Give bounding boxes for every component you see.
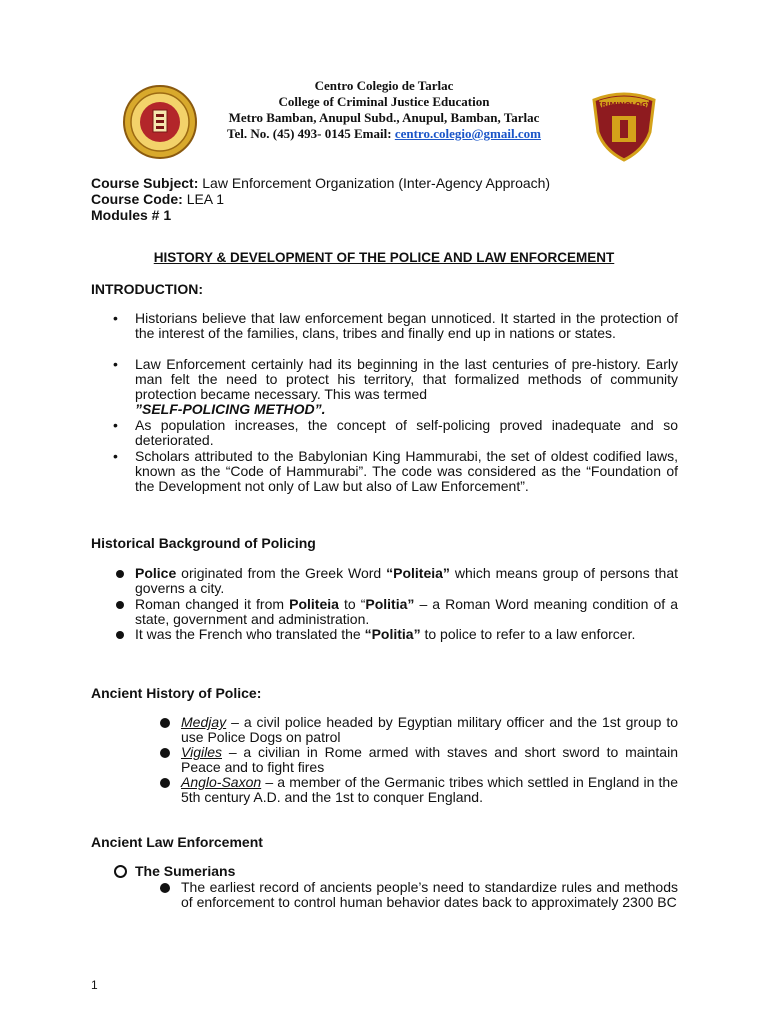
historical-item-text bbox=[135, 566, 678, 596]
text-segment: – a member of the Germanic tribes which settled in England in the 5th century A.D. and the 1st to conquer England. bbox=[181, 774, 678, 805]
term-politia: Politia” bbox=[365, 596, 415, 612]
historical-item-text bbox=[135, 597, 678, 627]
list-item bbox=[0, 449, 768, 509]
sumerians-heading: The Sumerians bbox=[135, 863, 236, 879]
term-politeia: Politeia bbox=[289, 596, 339, 612]
contact-phone: Tel. No. (45) 493- 0145 Email: bbox=[227, 126, 395, 141]
intro-item-text bbox=[135, 357, 678, 417]
intro-item-text: As population increases, the concept of self-policing proved inadequate and so deteriorated. bbox=[135, 417, 678, 448]
list-item bbox=[0, 880, 768, 926]
school-address: Metro Bamban, Anupul Subd., Anupul, Bamban, Tarlac bbox=[228, 110, 540, 125]
introduction-list bbox=[0, 311, 768, 509]
bullet-icon: • bbox=[113, 310, 118, 326]
list-item bbox=[0, 745, 768, 775]
course-info bbox=[91, 175, 550, 223]
term-vigiles: Vigiles bbox=[181, 744, 222, 760]
logo-lettering: CRIMINOLOGY bbox=[596, 101, 652, 109]
bullet-icon bbox=[116, 570, 124, 578]
list-item bbox=[0, 418, 768, 449]
list-item bbox=[0, 775, 768, 805]
modules-line: Modules # 1 bbox=[91, 207, 172, 223]
list-item bbox=[0, 357, 768, 418]
text-segment: – a Roman Word meaning condition of a state, government and administration. bbox=[135, 596, 678, 627]
term-politia: “Politia” bbox=[364, 626, 421, 642]
text-segment: to “ bbox=[338, 596, 366, 612]
sumerians-item-text: The earliest record of ancients people’s need to standardize rules and methods of enforcement to control human behavior dates back to approximately 2300 BC bbox=[181, 879, 678, 910]
historical-heading: Historical Background of Policing bbox=[91, 535, 316, 551]
letterhead bbox=[0, 78, 768, 142]
bullet-icon bbox=[160, 883, 170, 893]
list-item bbox=[0, 566, 768, 597]
email-link[interactable]: centro.colegio@gmail.com bbox=[394, 126, 541, 141]
ancient-item-text bbox=[181, 715, 678, 745]
page-number: 1 bbox=[91, 978, 98, 992]
term-anglo-saxon: Anglo-Saxon bbox=[181, 774, 262, 790]
historical-list bbox=[0, 566, 768, 657]
college-name: College of Criminal Justice Education bbox=[278, 94, 490, 109]
bullet-icon: • bbox=[113, 448, 118, 464]
bullet-icon: • bbox=[113, 417, 118, 433]
school-name: Centro Colegio de Tarlac bbox=[314, 78, 454, 93]
bullet-icon bbox=[160, 748, 170, 758]
list-item bbox=[0, 311, 768, 357]
bullet-icon bbox=[116, 601, 124, 609]
text-segment: – a civilian in Rome armed with staves and short sword to maintain Peace and to fight fires bbox=[181, 744, 678, 775]
course-code-value: LEA 1 bbox=[186, 191, 225, 207]
introduction-heading: INTRODUCTION: bbox=[91, 281, 203, 297]
term-medjay: Medjay bbox=[181, 714, 227, 730]
hollow-bullet-icon bbox=[114, 865, 127, 878]
intro-item-text: Scholars attributed to the Babylonian King Hammurabi, the set of oldest codified laws, known as the “Code of Hammurabi”. The code was considered as the “Foundation of the Development not only of Law but also of Law Enforcement”. bbox=[135, 448, 678, 494]
text-segment: originated from the Greek Word bbox=[176, 565, 387, 581]
ancient-history-heading: Ancient History of Police: bbox=[91, 685, 262, 701]
ancient-item-text bbox=[181, 775, 678, 805]
self-policing-term: ”SELF-POLICING METHOD”. bbox=[135, 401, 326, 417]
course-subject-label: Course Subject: bbox=[91, 175, 199, 191]
term-police: Police bbox=[135, 565, 177, 581]
course-code-line bbox=[91, 191, 550, 207]
ancient-history-list bbox=[0, 715, 768, 805]
intro-item-body: Law Enforcement certainly had its beginning in the last centuries of pre-history. Early man felt the need to protect his territory, that formalized methods of community protection became necessary. This was termed bbox=[135, 356, 678, 402]
ancient-law-list bbox=[0, 880, 768, 926]
list-item bbox=[0, 715, 768, 745]
list-item bbox=[0, 597, 768, 627]
course-code-label: Course Code: bbox=[91, 191, 183, 207]
course-subject-value: Law Enforcement Organization (Inter-Agency Approach) bbox=[202, 175, 551, 191]
bullet-icon bbox=[160, 718, 170, 728]
text-segment: which means group of persons that governs a city. bbox=[135, 565, 679, 596]
text-segment: It was the French who translated the bbox=[135, 626, 365, 642]
text-segment: to police to refer to a law enforcer. bbox=[420, 626, 636, 642]
intro-item-text: Historians believe that law enforcement began unnoticed. It started in the protection of the interest of the families, clans, tribes and finally end up in nations or states. bbox=[135, 310, 678, 341]
contact-line bbox=[0, 126, 768, 142]
text-segment: – a civil police headed by Egyptian military officer and the 1st group to use Police Dogs on patrol bbox=[181, 714, 678, 745]
term-politeia: “Politeia” bbox=[386, 565, 450, 581]
course-subject-line bbox=[91, 175, 550, 191]
text-segment: Roman changed it from bbox=[135, 596, 290, 612]
ancient-law-heading: Ancient Law Enforcement bbox=[91, 834, 263, 850]
bullet-icon bbox=[116, 631, 124, 639]
bullet-icon: • bbox=[113, 356, 118, 372]
bullet-icon bbox=[160, 778, 170, 788]
historical-item-text bbox=[135, 627, 678, 642]
page-title: HISTORY & DEVELOPMENT OF THE POLICE AND LAW ENFORCEMENT bbox=[153, 250, 615, 265]
ancient-item-text bbox=[181, 745, 678, 775]
list-item bbox=[0, 627, 768, 657]
